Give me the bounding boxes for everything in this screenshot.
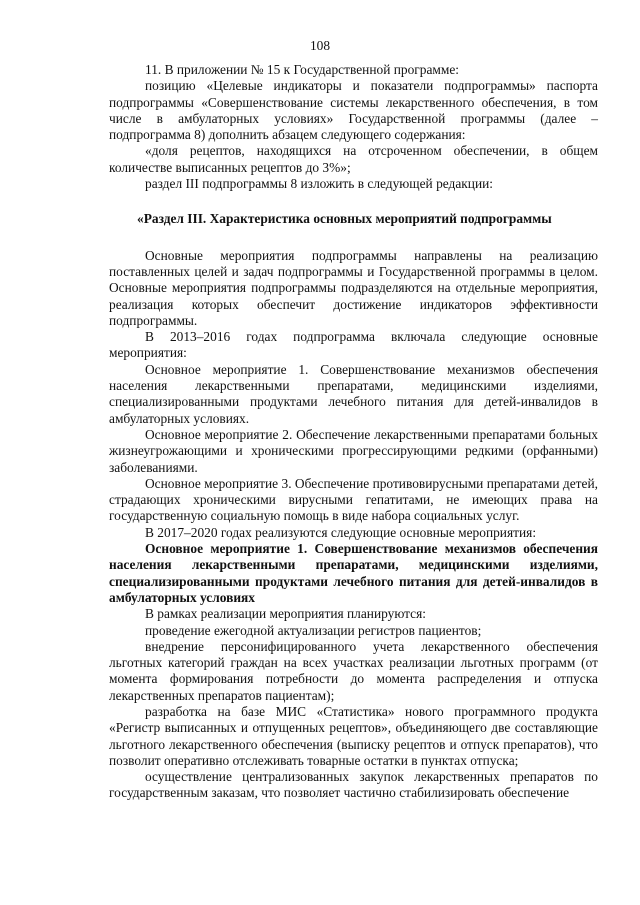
bold-measure-1: Основное мероприятие 1. Совершенствование механизмов обеспечения населения лекарственными препаратами, медицинскими изделиями, специализированными продуктами лечебного питания для детей-инвалидов в амбулаторных условиях (109, 541, 598, 605)
paragraph-2013-2016: В 2013–2016 годах подпрограмма включала следующие основные мероприятия: (109, 329, 598, 361)
paragraph-measure-2: Основное мероприятие 2. Обеспечение лекарственными препаратами больных жизнеугрожающими и хроническими прогрессирующими редкими (орфанными) заболеваниями. (109, 426, 598, 475)
paragraph-mis-statistics: разработка на базе МИС «Статистика» нового программного продукта «Регистр выписанных и отпущенных рецептов», объединяющего две составляющие льготного лекарственного обеспечения (выписку рецептов и отпуск препаратов), что позволит оперативно отслеживать товарные остатки в пунктах отпуска; (109, 703, 598, 768)
paragraph-measure-3: Основное мероприятие 3. Обеспечение противовирусными препаратами детей, страдающих хроническими вирусными гепатитами, не имеющих права на государственную социальную помощь в виде набора социальных услуг. (109, 475, 598, 524)
paragraph-item-11: 11. В приложении № 15 к Государственной программе: (145, 62, 460, 77)
paragraph-centralized-procurement: осуществление централизованных закупок лекарственных препаратов по государственным заказам, что позволяет частично стабилизировать обеспечение (109, 769, 598, 801)
page-content (109, 62, 598, 802)
paragraph-planned: В рамках реализации мероприятия планируются: (145, 606, 426, 622)
paragraph-position: позицию «Целевые индикаторы и показатели подпрограммы» паспорта подпрограммы «Совершенствование системы лекарственного обеспечения, в том числе в амбулаторных условиях» Государственной программы (далее – подпрограмма 8) дополнить абзацем следующего содержания: (109, 78, 598, 143)
section-heading: «Раздел III. Характеристика основных мероприятий подпрограммы (137, 211, 552, 227)
paragraph-personalized-accounting: внедрение персонифицированного учета лекарственного обеспечения льготных категорий граждан на всех участках реализации льготных программ (от момента формирования потребности до момента распределения и отпуска лекарственных препаратов пациентам); (109, 638, 598, 703)
paragraph-overview: Основные мероприятия подпрограммы направлены на реализацию поставленных целей и задач подпрограммы и Государственной программы в целом. Основные мероприятия подпрограммы подразделяются на отдельные мероприятия, реализация которых обеспечит достижение индикаторов эффективности подпрограммы. (109, 247, 598, 328)
paragraph-quote: «доля рецептов, находящихся на отсроченном обеспечении, в общем количестве выписанных рецептов до 3%»; (109, 143, 598, 175)
paragraph-measure-1: Основное мероприятие 1. Совершенствование механизмов обеспечения населения лекарственными препаратами, медицинскими изделиями, специализированными продуктами лечебного питания для детей-инвалидов в амбулаторных условиях. (109, 361, 598, 426)
paragraph-registry-update: проведение ежегодной актуализации регистров пациентов; (145, 622, 482, 638)
page-number: 108 (309, 38, 331, 53)
paragraph-2017-2020: В 2017–2020 годах реализуются следующие основные мероприятия: (145, 524, 537, 540)
paragraph-section-edit: раздел III подпрограммы 8 изложить в следующей редакции: (145, 176, 494, 192)
